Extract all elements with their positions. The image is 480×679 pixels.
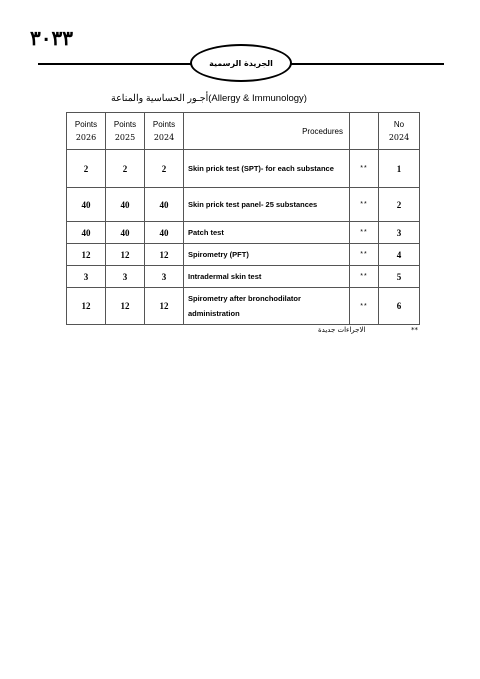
- table-row: [67, 266, 420, 288]
- cell-points-2026: 2: [67, 150, 106, 188]
- cell-number: 4: [379, 244, 420, 266]
- cell-new-mark: **: [350, 244, 379, 266]
- header-points-2026: Points 2026: [67, 113, 106, 150]
- cell-points-2026: 40: [67, 188, 106, 222]
- cell-points-2024: 2: [145, 150, 184, 188]
- table-title: أجـور الحساسية والمناعة(Allergy & Immunology): [111, 93, 307, 104]
- cell-points-2026: 12: [67, 244, 106, 266]
- cell-procedure: Spirometry (PFT): [184, 244, 350, 266]
- cell-points-2026: 3: [67, 266, 106, 288]
- table-row: [67, 244, 420, 266]
- footnote: [318, 326, 418, 334]
- header-no: No 2024: [379, 113, 420, 150]
- cell-procedure: Skin prick test panel- 25 substances: [184, 188, 350, 222]
- cell-points-2024: 12: [145, 288, 184, 325]
- cell-number: 5: [379, 266, 420, 288]
- cell-new-mark: **: [350, 266, 379, 288]
- cell-procedure: Spirometry after bronchodilator administration: [184, 288, 350, 325]
- page-number: ٣٠٣٣: [30, 26, 73, 50]
- cell-new-mark: **: [350, 288, 379, 325]
- cell-number: 1: [379, 150, 420, 188]
- header-points-2024: Points 2024: [145, 113, 184, 150]
- cell-points-2025: 40: [106, 222, 145, 244]
- cell-points-2026: 12: [67, 288, 106, 325]
- cell-new-mark: **: [350, 188, 379, 222]
- journal-title-oval: [190, 44, 292, 82]
- header-points-2025: Points 2025: [106, 113, 145, 150]
- table-row: [67, 288, 420, 325]
- cell-points-2024: 12: [145, 244, 184, 266]
- cell-points-2025: 12: [106, 244, 145, 266]
- cell-new-mark: **: [350, 150, 379, 188]
- cell-points-2025: 12: [106, 288, 145, 325]
- header-mark: [350, 113, 379, 150]
- table-row: [67, 188, 420, 222]
- cell-points-2024: 40: [145, 222, 184, 244]
- cell-procedure: Intradermal skin test: [184, 266, 350, 288]
- cell-new-mark: **: [350, 222, 379, 244]
- journal-title: الجريدة الرسمية: [209, 58, 273, 68]
- footnote-text: الاجراءات جديدة: [318, 326, 366, 334]
- fees-table: [66, 112, 420, 325]
- header-procedures: Procedures: [184, 113, 350, 150]
- cell-points-2025: 3: [106, 266, 145, 288]
- cell-number: 2: [379, 188, 420, 222]
- cell-number: 3: [379, 222, 420, 244]
- cell-procedure: Patch test: [184, 222, 350, 244]
- cell-points-2024: 40: [145, 188, 184, 222]
- cell-points-2024: 3: [145, 266, 184, 288]
- cell-procedure: Skin prick test (SPT)- for each substance: [184, 150, 350, 188]
- cell-points-2025: 40: [106, 188, 145, 222]
- cell-points-2025: 2: [106, 150, 145, 188]
- cell-number: 6: [379, 288, 420, 325]
- table-row: [67, 150, 420, 188]
- cell-points-2026: 40: [67, 222, 106, 244]
- footnote-mark: **: [411, 326, 418, 334]
- table-header-row: [67, 113, 420, 150]
- table-row: [67, 222, 420, 244]
